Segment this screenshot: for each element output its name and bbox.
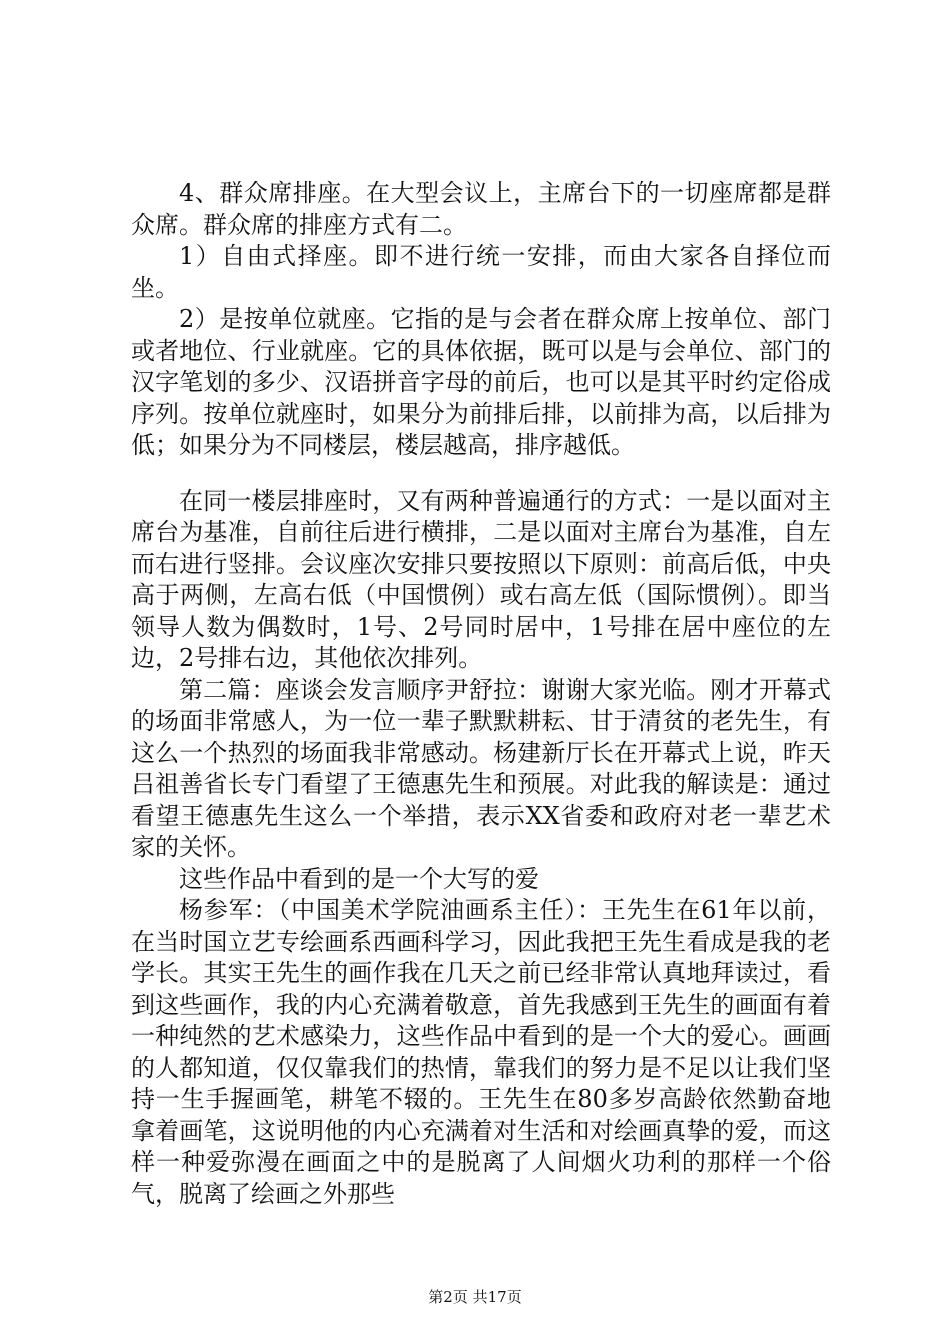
paragraph-subheading: 这些作品中看到的是一个大写的爱 bbox=[179, 864, 539, 893]
paragraph-second-article: 第二篇：座谈会发言顺序尹舒拉：谢谢大家光临。刚才开幕式的场面非常感人，为一位一辈子默默耕耘、甘于清贫的老先生，有这么一个热烈的场面我非常感动。杨建新厅长在开幕式上说，昨天吕祖善省长专门看望了王德惠先生和预展。对此我的解读是：通过看望王德惠先生这么一个举措，表示XX省委和政府对老一辈艺术家的关怀。 bbox=[131, 675, 831, 861]
paragraph-free-seating: 1）自由式择座。即不进行统一安排，而由大家各自择位而坐。 bbox=[131, 242, 831, 302]
paragraph-same-floor-seating: 在同一楼层排座时，又有两种普遍通行的方式：一是以面对主席台为基准，自前往后进行横排，二是以面对主席台为基准，自左而右进行竖排。会议座次安排只要按照以下原则：前高后低，中央高于两侧，左高右低（中国惯例）或右高左低（国际惯例）。即当领导人数为偶数时，1号、2号同时居中，1号排在居中座位的左边，2号排右边，其他依次排列。 bbox=[131, 486, 831, 672]
paragraph-unit-seating: 2）是按单位就座。它指的是与会者在群众席上按单位、部门或者地位、行业就座。它的具体依据，既可以是与会单位、部门的汉字笔划的多少、汉语拼音字母的前后，也可以是其平时约定俗成序列。按单位就座时，如果分为前排后排，以前排为高，以后排为低；如果分为不同楼层，楼层越高，排序越低。 bbox=[131, 305, 831, 459]
paragraph-audience-seating: 4、群众席排座。在大型会议上，主席台下的一切座席都是群众席。群众席的排座方式有二。 bbox=[131, 179, 831, 239]
document-body bbox=[131, 178, 831, 1210]
paragraph-speech-yang: 杨参军：（中国美术学院油画系主任）：王先生在61年以前，在当时国立艺专绘画系西画科学习，因此我把王先生看成是我的老学长。其实王先生的画作我在几天之前已经非常认真地拜读过，看到这些画作，我的内心充满着敬意，首先我感到王先生的画面有着一种纯然的艺术感染力，这些作品中看到的是一个大的爱心。画画的人都知道，仅仅靠我们的热情，靠我们的努力是不足以让我们坚持一生手握画笔，耕笔不辍的。王先生在80多岁高龄依然勤奋地拿着画笔，这说明他的内心充满着对生活和对绘画真挚的爱，而这样一种爱弥漫在画面之中的是脱离了人间烟火功利的那样一个俗气，脱离了绘画之外那些 bbox=[131, 896, 831, 1208]
paragraph-gap bbox=[131, 462, 831, 486]
page-footer: 第2页 共17页 bbox=[428, 1288, 522, 1306]
